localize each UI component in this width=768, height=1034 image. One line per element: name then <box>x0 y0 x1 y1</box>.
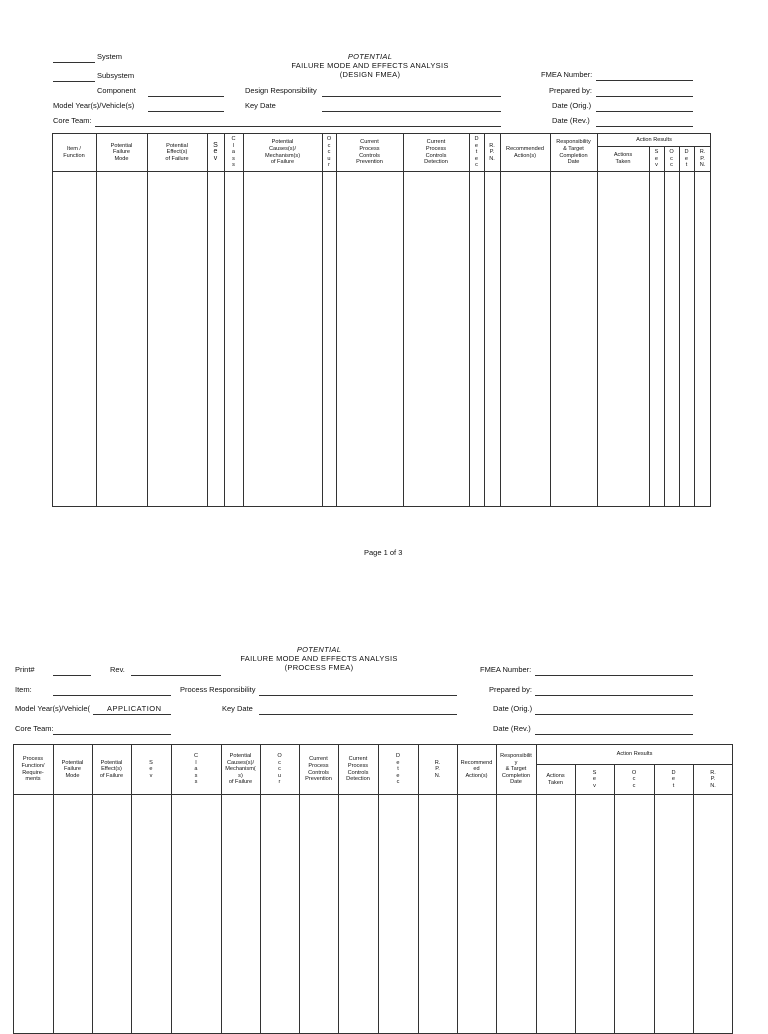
col-header-failure-mode: Potential Failure Mode <box>110 142 133 162</box>
col-header-recommended: Recommend ed Action(s) <box>460 759 493 779</box>
page-number: Page 1 of 3 <box>364 548 403 557</box>
date-orig-label: Date (Orig.) <box>552 101 592 110</box>
col-header-item-function: Item / Function <box>63 145 85 159</box>
col-divider <box>649 146 650 507</box>
col-header-class: C l a s s <box>231 136 236 169</box>
date-rev-label: Date (Rev.) <box>552 116 590 125</box>
item-line[interactable] <box>53 695 171 696</box>
col-divider <box>147 133 148 507</box>
fmea-number-label: FMEA Number: <box>541 70 593 79</box>
col-divider <box>96 133 97 507</box>
prepared-by-line[interactable] <box>596 96 693 97</box>
col-divider <box>575 764 576 1034</box>
date-rev-line[interactable] <box>535 734 693 735</box>
col-header-detection: Current Process Controls Detection <box>346 756 370 783</box>
print-label: Print# <box>15 665 35 674</box>
rev-label: Rev. <box>110 665 125 674</box>
col-header-rpn: R. P. N. <box>489 142 495 162</box>
col-divider <box>694 146 695 507</box>
date-orig-label: Date (Orig.) <box>493 704 533 713</box>
core-team-label: Core Team: <box>53 116 92 125</box>
key-date-line[interactable] <box>259 714 457 715</box>
col-divider <box>322 133 323 507</box>
col-header-recommended: Recommended Action(s) <box>506 145 544 159</box>
col-header-failure-mode: Potential Failure Mode <box>61 759 84 779</box>
item-label: Item: <box>15 685 32 694</box>
fmea-number-label: FMEA Number: <box>480 665 532 674</box>
col-divider <box>336 133 337 507</box>
col-divider <box>693 764 694 1034</box>
key-date-line[interactable] <box>322 111 501 112</box>
model-year-line <box>93 714 171 715</box>
col-divider <box>224 133 225 507</box>
title-type: (DESIGN FMEA) <box>339 70 401 79</box>
col-header-sev: S e v <box>213 141 218 162</box>
fmea-number-line[interactable] <box>596 80 693 81</box>
design-responsibility-label: Design Responsibility <box>245 86 317 95</box>
header-divider <box>13 794 733 795</box>
model-year-line[interactable] <box>148 111 224 112</box>
col-header-ar-occ: O c c <box>669 149 674 169</box>
col-header-ar-sev: S e v <box>654 149 659 169</box>
col-header-responsibility: Responsibility & Target Completion Date <box>556 139 591 166</box>
key-date-label: Key Date <box>245 101 276 110</box>
system-label: System <box>97 52 123 61</box>
col-header-occur: O c c u r <box>277 753 282 786</box>
col-divider <box>243 133 244 507</box>
title-potential: POTENTIAL <box>296 645 342 654</box>
col-divider <box>500 133 501 507</box>
title-potential: POTENTIAL <box>347 52 393 61</box>
col-header-ar-rpn: R. P. N. <box>710 769 716 789</box>
col-header-action-results: Action Results <box>636 136 672 143</box>
col-divider <box>679 146 680 507</box>
component-label: Component <box>97 86 136 95</box>
core-team-line[interactable] <box>95 126 501 127</box>
col-header-prevention: Current Process Controls Prevention <box>305 756 332 783</box>
col-header-action-results: Action Results <box>616 751 653 758</box>
col-divider <box>664 146 665 507</box>
date-orig-line[interactable] <box>535 714 693 715</box>
design-fmea-title <box>270 52 470 79</box>
title-main: FAILURE MODE AND EFFECTS ANALYSIS <box>291 61 449 70</box>
col-header-effects: Potential Effect(s) of Failure <box>99 759 124 779</box>
col-divider <box>614 764 615 1034</box>
design-fmea-table <box>52 133 711 507</box>
col-header-process-function: Process Function/ Require- ments <box>21 756 45 783</box>
col-header-ar-det: D e t <box>684 149 689 169</box>
col-header-detec: D e t e c <box>395 753 401 786</box>
prepared-by-label: Prepared by: <box>489 685 532 694</box>
rev-line[interactable] <box>131 675 221 676</box>
core-team-line[interactable] <box>53 734 171 735</box>
col-divider <box>550 133 551 507</box>
col-header-rpn: R. P. N. <box>434 759 441 779</box>
col-header-detec: D e t e c <box>474 136 479 169</box>
core-team-label: Core Team: <box>15 724 54 733</box>
header-divider <box>52 171 711 172</box>
col-header-class: C l a s s <box>193 753 199 786</box>
prepared-by-line[interactable] <box>535 695 693 696</box>
component-line[interactable] <box>148 96 224 97</box>
process-responsibility-label: Process Responsibility <box>180 685 256 694</box>
model-year-label: Model Year(s)/Vehicle( <box>15 704 91 713</box>
process-fmea-title <box>219 645 419 672</box>
col-header-sev: S e v <box>149 759 153 779</box>
col-header-responsibility: Responsibilit y & Target Completion Date <box>500 753 532 786</box>
col-header-ar-det: D e t <box>671 769 676 789</box>
col-header-actions-taken: Actions Taken <box>546 772 565 786</box>
design-responsibility-line[interactable] <box>322 96 501 97</box>
date-rev-line[interactable] <box>596 126 693 127</box>
col-divider <box>469 133 470 507</box>
date-orig-line[interactable] <box>596 111 693 112</box>
title-type: (PROCESS FMEA) <box>284 663 354 672</box>
col-header-prevention: Current Process Controls Prevention <box>356 139 383 166</box>
col-header-detection: Current Process Controls Detection <box>424 139 448 166</box>
col-header-effects: Potential Effect(s) of Failure <box>165 142 189 162</box>
subsystem-label: Subsystem <box>97 71 135 80</box>
col-header-occur: O c c u r <box>326 136 332 169</box>
col-header-causes: Potential Causes(s)/ Mechanism(s) of Failure <box>264 139 301 166</box>
model-year-label: Model Year(s)/Vehicle(s) <box>53 101 135 110</box>
process-responsibility-line[interactable] <box>259 695 457 696</box>
col-divider <box>597 133 598 507</box>
print-line[interactable] <box>53 675 91 676</box>
col-header-ar-sev: S e v <box>592 769 597 789</box>
model-year-value[interactable]: APPLICATION <box>107 704 162 713</box>
date-rev-label: Date (Rev.) <box>493 724 531 733</box>
col-divider <box>403 133 404 507</box>
col-header-ar-occ: O c c <box>631 769 637 789</box>
fmea-number-line[interactable] <box>535 675 693 676</box>
key-date-label: Key Date <box>222 704 253 713</box>
col-divider <box>654 764 655 1034</box>
col-header-ar-rpn: R. P. N. <box>699 149 706 169</box>
col-header-actions-taken: Actions Taken <box>613 152 633 165</box>
col-divider <box>207 133 208 507</box>
system-line[interactable] <box>53 62 95 63</box>
col-header-causes: Potential Causes(s)/ Mechanism( s) of Failure <box>225 753 256 786</box>
title-main: FAILURE MODE AND EFFECTS ANALYSIS <box>240 654 398 663</box>
col-divider <box>484 133 485 507</box>
subsystem-line[interactable] <box>53 81 95 82</box>
prepared-by-label: Prepared by: <box>549 86 592 95</box>
